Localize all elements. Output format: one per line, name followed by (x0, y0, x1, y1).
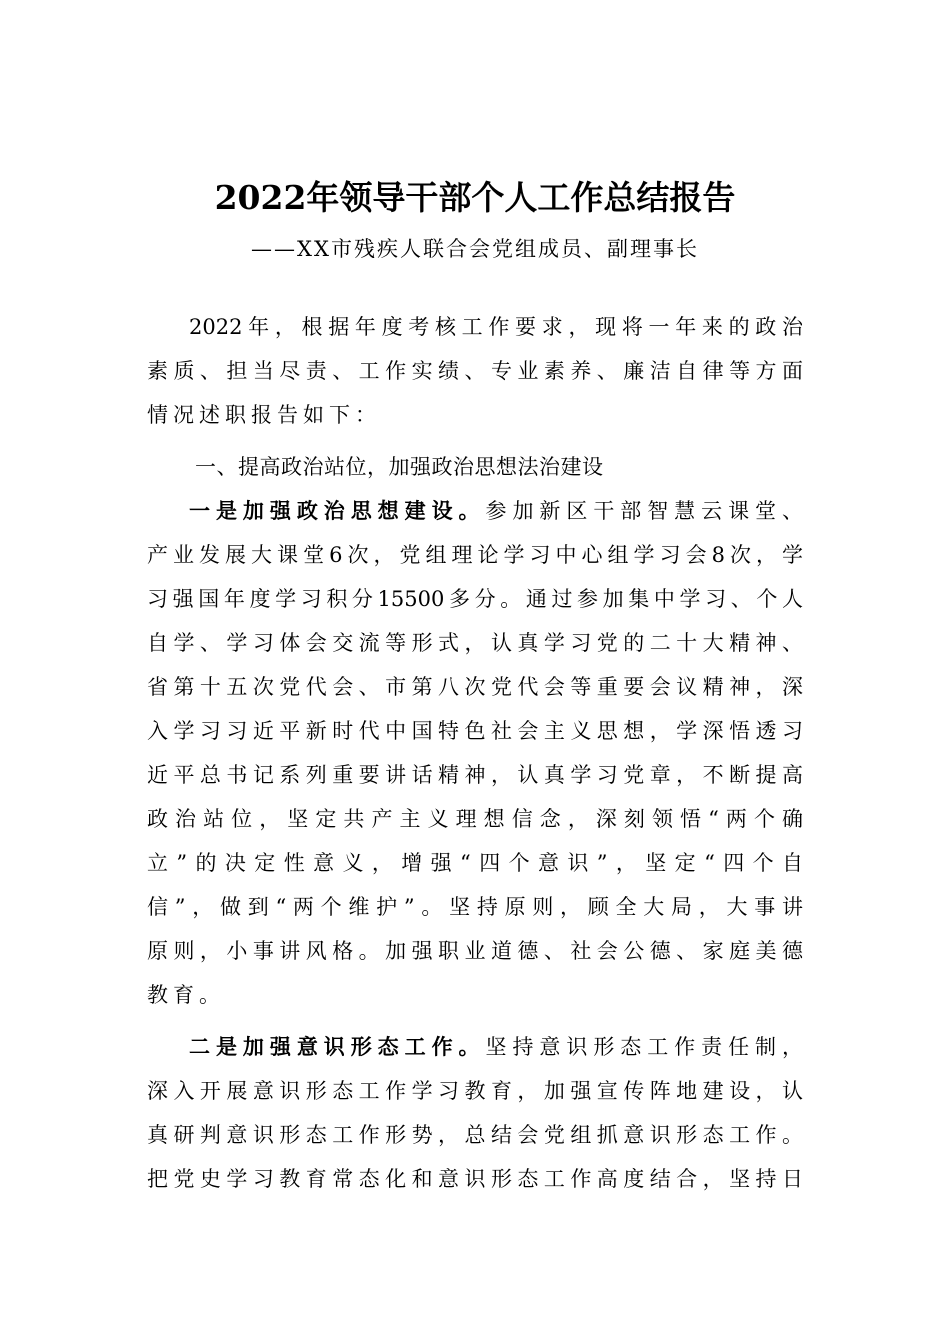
paragraph-line: 入学习习近平新时代中国特色社会主义思想，学深悟透习 (147, 719, 803, 743)
paragraph-spacer (147, 1017, 803, 1025)
paragraph-line: 深入开展意识形态工作学习教育，加强宣传阵地建设，认 (147, 1079, 803, 1103)
paragraph-line: 真研判意识形态工作形势，总结会党组抓意识形态工作。 (147, 1123, 803, 1147)
paragraph-line: 产业发展大课堂6次，党组理论学习中心组学习会8次，学 (147, 543, 803, 567)
document-subtitle: ——XX市残疾人联合会党组成员、副理事长 (251, 237, 699, 261)
document-title: 2022年领导干部个人工作总结报告 (214, 178, 736, 217)
paragraph-first-line (147, 489, 803, 533)
paragraph-first-line (147, 1025, 803, 1069)
paragraph-line: 省第十五次党代会、市第八次党代会等重要会议精神，深 (147, 675, 803, 699)
paragraph-line: 自学、学习体会交流等形式，认真学习党的二十大精神、 (147, 631, 803, 655)
paragraph-political-thought (147, 489, 803, 1017)
intro-line: 素质、担当尽责、工作实绩、专业素养、廉洁自律等方面 (147, 359, 803, 383)
intro-line: 2022年，根据年度考核工作要求，现将一年来的政治 (189, 315, 803, 339)
paragraph-lead: 一是加强政治思想建设。 (189, 498, 486, 523)
paragraph-line: 原则，小事讲风格。加强职业道德、社会公德、家庭美德 (147, 939, 803, 963)
paragraph-lead: 二是加强意识形态工作。 (189, 1034, 486, 1059)
paragraph-line: 信”，做到“两个维护”。坚持原则，顾全大局，大事讲 (147, 895, 803, 919)
paragraph-line: 近平总书记系列重要讲话精神，认真学习党章，不断提高 (147, 763, 803, 787)
paragraph-line: 把党史学习教育常态化和意识形态工作高度结合，坚持日 (147, 1167, 803, 1191)
paragraph-line: 立”的决定性意义，增强“四个意识”，坚定“四个自 (147, 851, 803, 875)
intro-paragraph (147, 305, 803, 437)
paragraph-line: 习强国年度学习积分15500多分。通过参加集中学习、个人 (147, 587, 803, 611)
paragraph-text: 参加新区干部智慧云课堂、 (485, 499, 803, 523)
document-body (147, 305, 803, 1201)
paragraph-text: 坚持意识形态工作责任制， (485, 1035, 803, 1059)
paragraph-ideology (147, 1025, 803, 1201)
intro-line: 情况述职报告如下： (147, 403, 381, 427)
paragraph-line: 政治站位，坚定共产主义理想信念，深刻领悟“两个确 (147, 807, 803, 831)
section-heading: 一、提高政治站位，加强政治思想法治建设 (195, 455, 604, 479)
paragraph-line: 教育。 (147, 983, 225, 1007)
